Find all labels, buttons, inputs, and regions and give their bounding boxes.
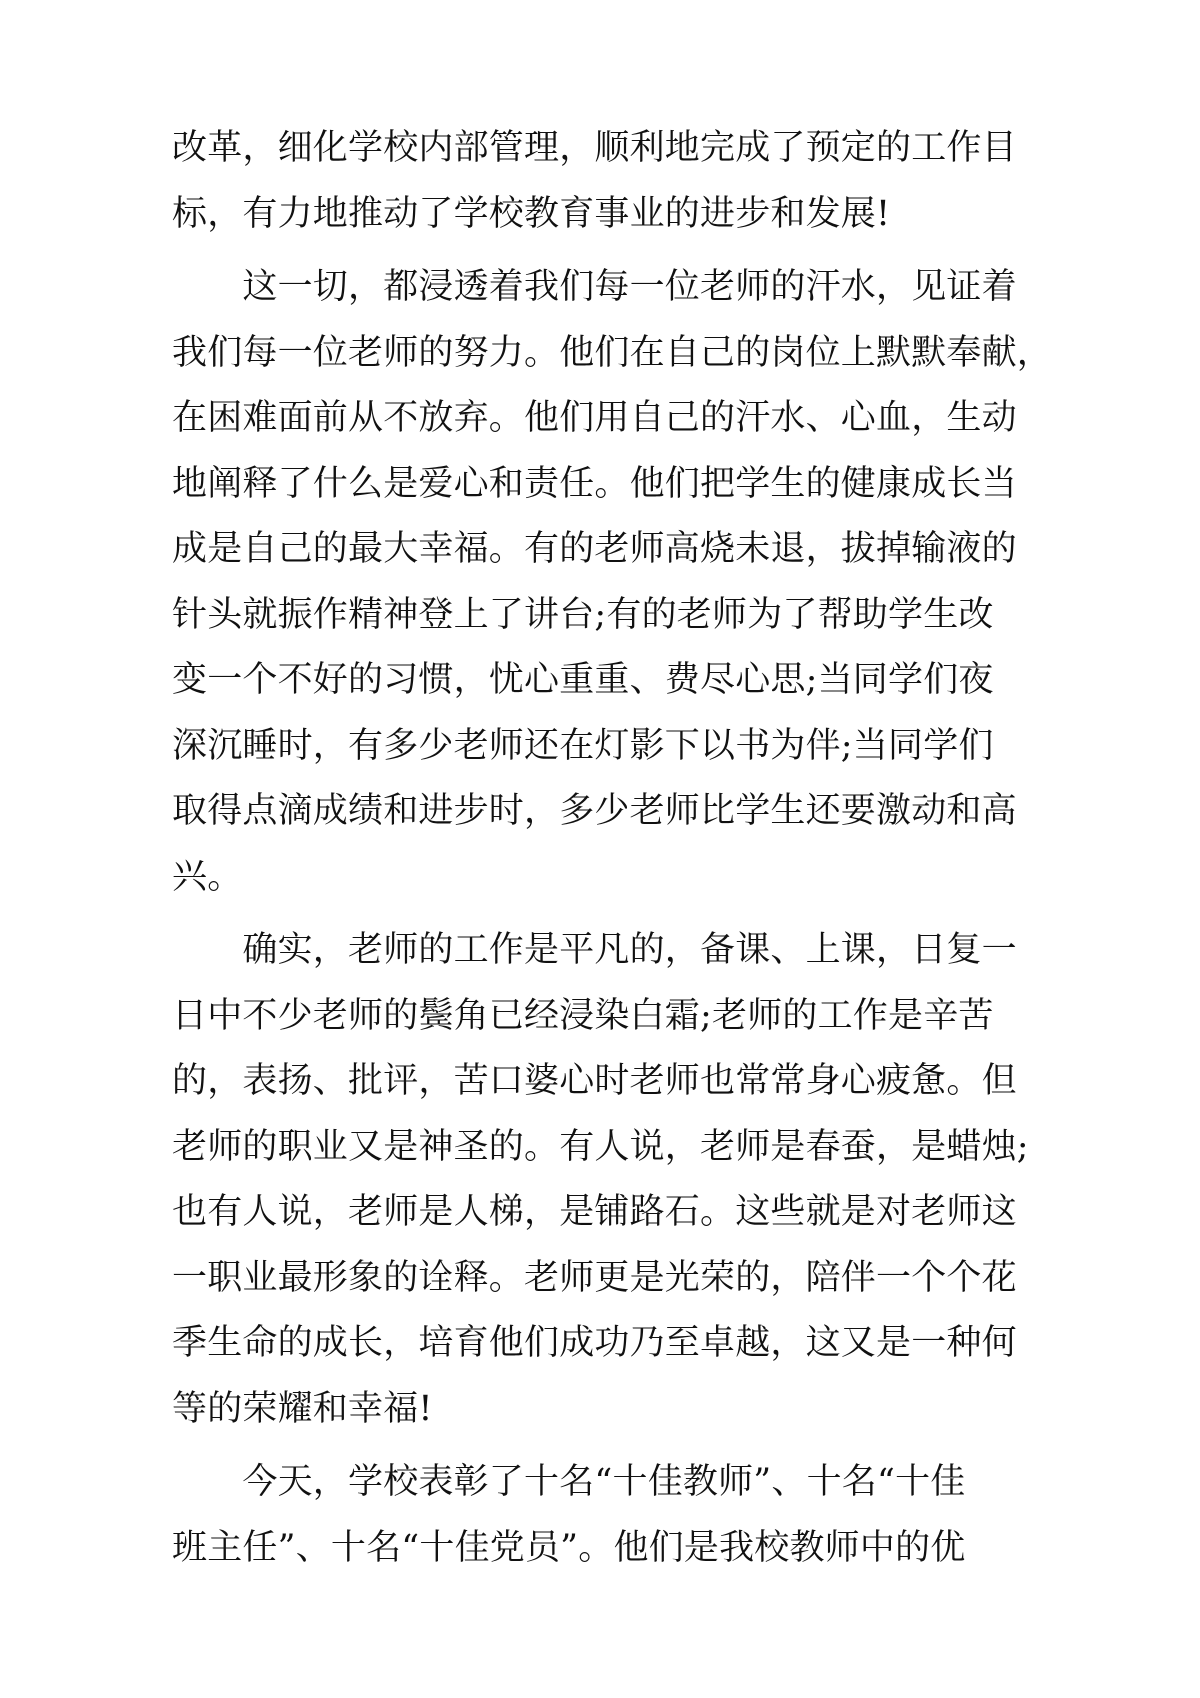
paragraph-line: 深沉睡时，有多少老师还在灯影下以书为伴;当同学们: [172, 725, 994, 766]
paragraph-line: 老师的职业又是神圣的。有人说，老师是春蚕，是蜡烛;: [172, 1126, 1029, 1167]
paragraph-line: 等的荣耀和幸福!: [172, 1388, 433, 1429]
document-body: [172, 116, 1052, 1581]
paragraph-line: 的，表扬、批评，苦口婆心时老师也常常身心疲惫。但: [172, 1061, 1017, 1101]
paragraph-line: 今天，学校表彰了十名“十佳教师”、十名“十佳: [172, 1462, 966, 1502]
paragraph-3: [172, 918, 1052, 1442]
paragraph-line: 班主任”、十名“十佳党员”。他们是我校教师中的优: [172, 1527, 966, 1568]
paragraph-line: 也有人说，老师是人梯，是铺路石。这些就是对老师这: [172, 1192, 1017, 1232]
paragraph-line: 改革，细化学校内部管理，顺利地完成了预定的工作目: [172, 128, 1017, 168]
paragraph-line: 我们每一位老师的努力。他们在自己的岗位上默默奉献，: [172, 332, 1053, 373]
paragraph-line: 成是自己的最大幸福。有的老师高烧未退，拔掉输液的: [172, 529, 1017, 569]
paragraph-line: 这一切，都浸透着我们每一位老师的汗水，见证着: [172, 267, 1017, 307]
paragraph-line: 兴。: [172, 856, 243, 897]
paragraph-line: 变一个不好的习惯，忧心重重、费尽心思;当同学们夜: [172, 660, 994, 700]
paragraph-line: 地阐释了什么是爱心和责任。他们把学生的健康成长当: [172, 463, 1017, 504]
paragraph-line: 取得点滴成绩和进步时，多少老师比学生还要激动和高: [172, 791, 1017, 831]
paragraph-line: 标，有力地推动了学校教育事业的进步和发展!: [172, 193, 891, 234]
paragraph-line: 一职业最形象的诠释。老师更是光荣的，陪伴一个个花: [172, 1257, 1017, 1298]
paragraph-line: 针头就振作精神登上了讲台;有的老师为了帮助学生改: [172, 594, 994, 635]
paragraph-line: 日中不少老师的鬓角已经浸染白霜;老师的工作是辛苦: [172, 995, 994, 1036]
paragraph-4: [172, 1450, 1052, 1581]
paragraph-line: 在困难面前从不放弃。他们用自己的汗水、心血，生动: [172, 398, 1017, 438]
paragraph-line: 确实，老师的工作是平凡的，备课、上课，日复一: [172, 930, 1017, 970]
paragraph-1: [172, 116, 1052, 247]
paragraph-line: 季生命的成长，培育他们成功乃至卓越，这又是一种何: [172, 1323, 1017, 1363]
paragraph-2: [172, 255, 1052, 910]
